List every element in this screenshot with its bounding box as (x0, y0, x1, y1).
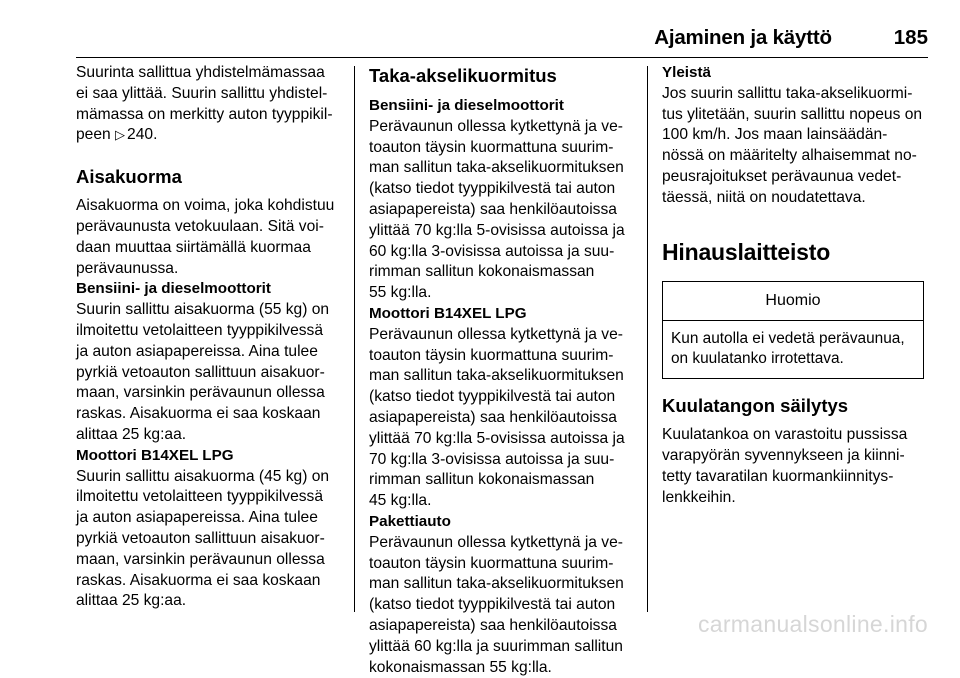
subheading-petrol-diesel: Bensiini- ja dieselmoottorit (76, 280, 271, 298)
text-line: toauton täysin kuormattuna suurim- (369, 554, 614, 572)
text-line: ja auton asiapapereissa. Aina tulee (76, 342, 318, 360)
general-paragraph (662, 84, 926, 209)
text-line: täessä, niitä on noudatettava. (662, 188, 866, 206)
text-line: varapyörän syvennykseen ja kiinni- (662, 446, 905, 464)
section-heading-aisakuorma: Aisakuorma (76, 166, 182, 188)
text-line: pyrkiä vetoauton sallittuun aisakuor- (76, 529, 325, 547)
column-2 (369, 63, 635, 678)
notice-title: Huomio (663, 282, 923, 321)
storage-paragraph (662, 425, 926, 508)
text-line: 55 kg:lla. (369, 284, 432, 302)
text-line: tus ylitetään, suurin sallittu nopeus on (662, 105, 923, 123)
text-line: perävaunusta vetokuulaan. Sitä voi- (76, 217, 324, 235)
text-line: Aisakuorma on voima, joka kohdistuu (76, 197, 335, 215)
text-line: nössä on määritelty alhaisemmat no- (662, 147, 917, 165)
subheading-petrol-diesel: Bensiini- ja dieselmoottorit (369, 97, 564, 114)
rear-axle-van-paragraph (369, 533, 635, 678)
text-line: (katso tiedot tyyppikilvestä tai auton (369, 180, 616, 198)
triangle-right-icon[interactable]: ▷ (115, 127, 126, 143)
text-line: rimman sallitun kokonaismassan (369, 471, 595, 489)
text-line: man sallitun taka-akselikuormituksen (369, 159, 624, 177)
column-divider-2 (647, 66, 648, 612)
text-line: rimman sallitun kokonaismassan (369, 263, 595, 281)
text-line: ylittää 60 kg:lla ja suurimman sallitun (369, 637, 623, 655)
text-line: alittaa 25 kg:aa. (76, 425, 187, 443)
text-line: (katso tiedot tyyppikilvestä tai auton (369, 596, 616, 614)
page-header (654, 26, 928, 50)
section-heading-rear-axle-load: Taka-akselikuormitus (369, 65, 557, 86)
text-line: man sallitun taka-akselikuormituksen (369, 367, 624, 385)
subheading-lpg: Moottori B14XEL LPG (369, 304, 527, 322)
section-heading-ball-bar-storage: Kuulatangon säilytys (662, 395, 849, 417)
subheading-van: Pakettiauto (369, 512, 451, 530)
text-line: toauton täysin kuormattuna suurim- (369, 138, 614, 156)
section-heading-towing-equipment: Hinauslaitteisto (662, 238, 831, 265)
notice-body (663, 321, 923, 379)
text-line: man sallitun taka-akselikuormituksen (369, 575, 624, 593)
text-line: maan, varsinkin perävaunun ollessa (76, 550, 325, 568)
text-line: raskas. Aisakuorma ei saa koskaan (76, 571, 321, 589)
column-1 (76, 63, 344, 612)
text-line: ilmoitettu vetolaitteen tyyppikilvessä (76, 321, 324, 339)
text-line: mämassa on merkitty auton tyyppikil- (76, 105, 333, 123)
text-line: daan muuttaa siirtämällä kuormaa (76, 238, 311, 256)
text-line: Perävaunun ollessa kytkettynä ja ve- (369, 325, 623, 343)
text-line: asiapapereista) saa henkilöautoissa (369, 408, 617, 426)
text-line: Suurinta sallittua yhdistelmämassaa (76, 64, 325, 81)
text-line: ei saa ylittää. Suurin sallittu yhdistel- (76, 84, 328, 102)
notice-box (662, 281, 924, 380)
text-line: tetty tavaratilan kuormankiinnitys- (662, 467, 894, 485)
text-line: Perävaunun ollessa kytkettynä ja ve- (369, 117, 623, 135)
text-line: on kuulatanko irrotettava. (671, 350, 844, 368)
text-line: Kun autolla ei vedetä perävaunua, (671, 329, 905, 347)
text-line: raskas. Aisakuorma ei saa koskaan (76, 405, 321, 423)
text-line: ylittää 70 kg:lla 5-ovisissa autoissa ja (369, 221, 625, 239)
text-line: 60 kg:lla 3-ovisissa autoissa ja suu- (369, 242, 615, 260)
text-line: ilmoitettu vetolaitteen tyyppikilvessä (76, 488, 324, 506)
lpg-paragraph (76, 467, 344, 613)
text-line: asiapapereista) saa henkilöautoissa (369, 616, 617, 634)
text-line: alittaa 25 kg:aa. (76, 592, 187, 610)
watermark: carmanualsonline.info (697, 611, 928, 637)
text-line: toauton täysin kuormattuna suurim- (369, 346, 614, 364)
column-3 (662, 63, 926, 508)
page-reference[interactable]: 240. (127, 126, 158, 144)
subheading-general: Yleistä (662, 64, 711, 81)
header-rule (76, 57, 928, 58)
text-line: pyrkiä vetoauton sallittuun aisakuor- (76, 363, 325, 381)
text-line: peusrajoitukset perävaunua vedet- (662, 167, 902, 185)
text-line: ja auton asiapapereissa. Aina tulee (76, 509, 318, 527)
chapter-title: Ajaminen ja käyttö (654, 26, 832, 49)
text-line: Perävaunun ollessa kytkettynä ja ve- (369, 533, 623, 551)
text-line: 70 kg:lla 3-ovisissa autoissa ja suu- (369, 450, 615, 468)
text-line: Jos suurin sallittu taka-akselikuormi- (662, 84, 913, 102)
petrol-diesel-paragraph (76, 300, 344, 446)
text-line: Kuulatankoa on varastoitu pussissa (662, 426, 908, 444)
aisakuorma-paragraph (76, 196, 344, 279)
subheading-lpg: Moottori B14XEL LPG (76, 446, 234, 464)
text-line: lenkkeihin. (662, 488, 736, 506)
text-line: (katso tiedot tyyppikilvestä tai auton (369, 388, 616, 406)
text-line: 45 kg:lla. (369, 492, 432, 510)
text-line: perävaunussa. (76, 259, 179, 277)
text-fragment: peen (76, 126, 111, 144)
rear-axle-lpg-paragraph (369, 325, 635, 512)
text-line (76, 125, 344, 146)
text-line: kokonaismassan 55 kg:lla. (369, 658, 552, 676)
text-line: Suurin sallittu aisakuorma (45 kg) on (76, 467, 330, 485)
page-number: 185 (893, 26, 928, 49)
text-line: 100 km/h. Jos maan lainsäädän- (662, 126, 888, 144)
text-line: Suurin sallittu aisakuorma (55 kg) on (76, 301, 330, 319)
column-divider-1 (354, 66, 355, 612)
text-line: asiapapereista) saa henkilöautoissa (369, 200, 617, 218)
text-line: ylittää 70 kg:lla 5-ovisissa autoissa ja (369, 429, 625, 447)
rear-axle-petrol-diesel-paragraph (369, 117, 635, 304)
text-line: maan, varsinkin perävaunun ollessa (76, 384, 325, 402)
intro-paragraph (76, 63, 344, 146)
